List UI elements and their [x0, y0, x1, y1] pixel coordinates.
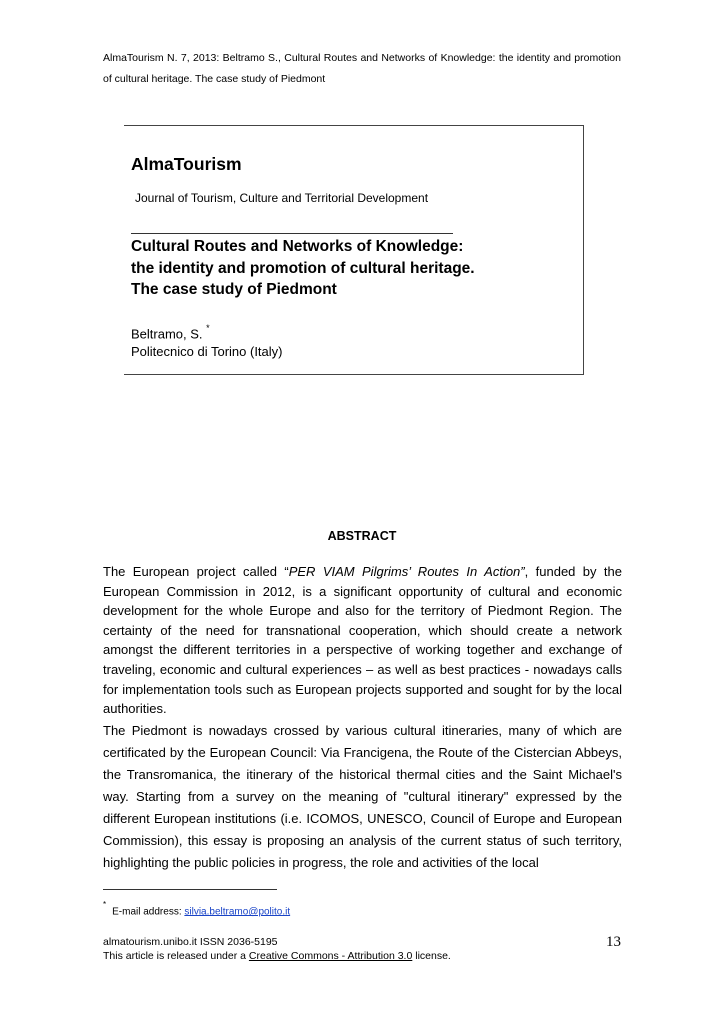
footnote-marker: *: [206, 323, 210, 333]
abstract-paragraph: [103, 562, 622, 719]
license-link[interactable]: Creative Commons - Attribution 3.0: [248, 950, 413, 962]
author-name: [131, 325, 210, 341]
project-name: PER VIAM Pilgrims’ Routes In Action”: [288, 564, 525, 579]
article-title-line: The case study of Piedmont: [131, 281, 337, 298]
license-text: This article is released under a: [103, 950, 249, 962]
author-affiliation: Politecnico di Torino (Italy): [131, 344, 283, 359]
abstract-text: , funded by the European Commission in 2012, is a significant opportunity of cultural and economic development for the whole Europe and also for the territory of Piedmont Region. The certainty of the need for transnational cooperation, which should create a network amongst the different territories in a perspective of working together and exchange of traveling, economic and cultural experiences – as well as best practices - nowadays calls for implementation tools such as European projects supported and sought for by the local authorities.: [103, 564, 622, 717]
abstract-paragraph: The Piedmont is nowadays crossed by various cultural itineraries, many of which are certificated by the European Council: Via Francigena, the Route of the Cistercian Abbeys, the Transromanica, the itinerary of the historical thermal cities and the Saint Michael's way. Starting from a survey on the meaning of "cultural itinerary" expressed by the different European institutions (i.e. ICOMOS, UNESCO, Council of Europe and European Commission), this essay is proposing an analysis of the current status of such territory, highlighting the public policies in progress, the role and activities of the local: [103, 723, 622, 870]
journal-subtitle: Journal of Tourism, Culture and Territorial Development: [135, 191, 429, 205]
author-name-text: Beltramo, S.: [131, 326, 203, 342]
abstract-text: The European project called “: [103, 564, 289, 579]
footer-issn: almatourism.unibo.it ISSN 2036-5195: [103, 936, 278, 948]
article-title: [131, 236, 551, 301]
journal-name: AlmaTourism: [131, 154, 242, 174]
title-divider: [131, 233, 453, 234]
article-title-line: Cultural Routes and Networks of Knowledge:: [131, 238, 464, 255]
footnote-divider: [103, 889, 277, 890]
footnote-marker: *: [103, 900, 107, 909]
footer-license: [103, 950, 451, 962]
abstract-heading: ABSTRACT: [327, 529, 397, 543]
footnote-label: E-mail address:: [112, 906, 185, 918]
footnote: [103, 900, 291, 918]
running-header: AlmaTourism N. 7, 2013: Beltramo S., Cultural Routes and Networks of Knowledge: the identity and promotion of cultural heritage. The case study of Piedmont: [103, 52, 621, 85]
email-link[interactable]: silvia.beltramo@polito.it: [184, 906, 291, 918]
license-text: license.: [412, 950, 451, 962]
page-number: 13: [606, 934, 621, 950]
article-title-line: the identity and promotion of cultural heritage.: [131, 259, 475, 277]
